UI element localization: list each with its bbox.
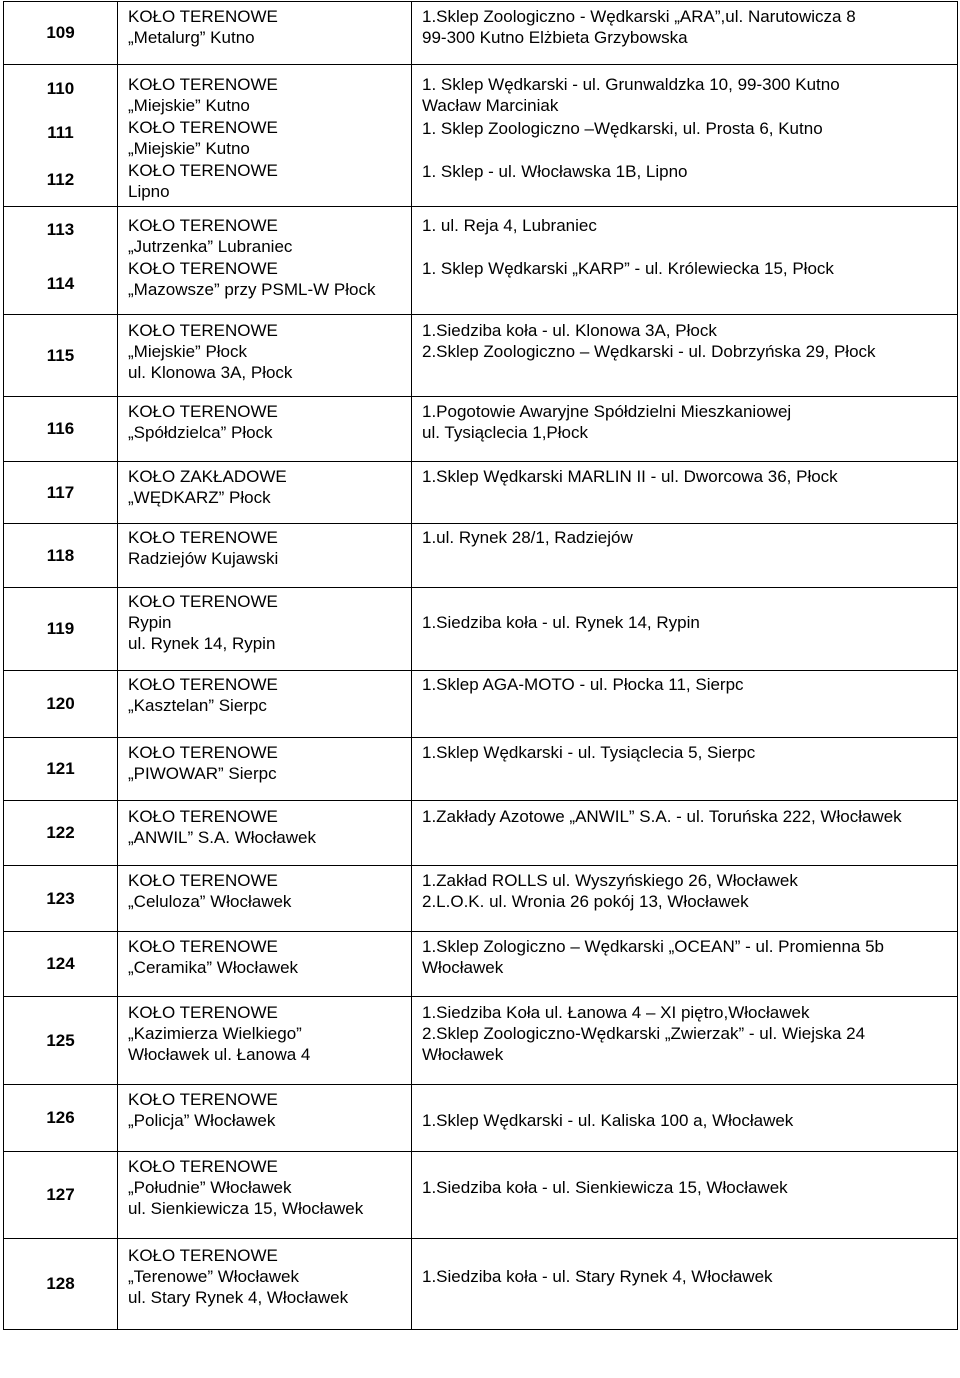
location-line: 1.Sklep Wędkarski - ul. Kaliska 100 a, Włocławek <box>422 1111 794 1130</box>
table-row <box>4 671 958 738</box>
club-name-cell <box>118 671 412 738</box>
row-number-cell <box>4 2 118 65</box>
row-number-cell <box>4 866 118 932</box>
club-name-cell <box>118 524 412 588</box>
club-name: Radziejów Kujawski <box>128 549 279 568</box>
table-row <box>4 2 958 65</box>
location-cell <box>412 315 958 397</box>
club-type: KOŁO TERENOWE <box>128 871 278 890</box>
club-name: „Ceramika” Włocławek <box>128 958 299 977</box>
location-line: 2.Sklep Zoologiczno-Wędkarski „Zwierzak” - ul. Wiejska 24 <box>422 1024 866 1043</box>
club-name-cell <box>118 588 412 671</box>
location-cell <box>412 1085 958 1152</box>
row-number: 121 <box>46 759 75 778</box>
location-line: 1.Sklep AGA-MOTO - ul. Płocka 11, Sierpc <box>422 675 744 694</box>
table-row <box>4 462 958 524</box>
location-cell <box>412 1152 958 1239</box>
club-name: Lipno <box>128 182 170 201</box>
club-name: ul. Rynek 14, Rypin <box>128 634 276 653</box>
row-number-cell <box>4 315 118 397</box>
row-number-cell <box>4 462 118 524</box>
row-number-cell <box>4 1239 118 1330</box>
table-row <box>4 801 958 866</box>
table-row <box>4 932 958 997</box>
row-number-cell <box>4 932 118 997</box>
club-name-cell <box>118 738 412 801</box>
location-cell <box>412 65 958 207</box>
club-name-cell <box>118 1152 412 1239</box>
row-number: 113 <box>46 220 75 239</box>
location-line: 1.Siedziba Koła ul. Łanowa 4 – XI piętro,Włocławek <box>422 1003 810 1022</box>
row-number-cell <box>4 65 118 207</box>
club-type: KOŁO TERENOWE <box>128 118 278 137</box>
row-number-cell <box>4 1152 118 1239</box>
club-type: KOŁO TERENOWE <box>128 937 278 956</box>
location-line: 1.Siedziba koła - ul. Rynek 14, Rypin <box>422 613 700 632</box>
location-line: 2.Sklep Zoologiczno – Wędkarski - ul. Dobrzyńska 29, Płock <box>422 342 876 361</box>
club-name: „Miejskie” Kutno <box>128 139 250 158</box>
row-number: 127 <box>46 1185 75 1204</box>
club-type: KOŁO TERENOWE <box>128 1246 278 1265</box>
club-type: KOŁO TERENOWE <box>128 161 278 180</box>
location-line: 1.Sklep Zoologiczno - Wędkarski „ARA”,ul. Narutowicza 8 <box>422 7 856 26</box>
table-row <box>4 866 958 932</box>
table-row <box>4 524 958 588</box>
row-number-cell <box>4 1085 118 1152</box>
row-number: 111 <box>47 122 74 142</box>
location-cell <box>412 207 958 315</box>
location-line: Wacław Marciniak <box>422 96 559 115</box>
location-line: 2.L.O.K. ul. Wronia 26 pokój 13, Włocławek <box>422 892 749 911</box>
location-cell <box>412 738 958 801</box>
location-line: 1.Sklep Zologiczno – Wędkarski „OCEAN” - ul. Promienna 5b <box>422 937 885 956</box>
table-row <box>4 1085 958 1152</box>
row-number: 116 <box>46 419 75 438</box>
table-row <box>4 738 958 801</box>
location-line: 1. ul. Reja 4, Lubraniec <box>422 216 597 235</box>
row-number: 124 <box>46 954 75 973</box>
club-list-table <box>3 1 958 1330</box>
club-type: KOŁO TERENOWE <box>128 807 278 826</box>
row-number: 112 <box>46 169 75 189</box>
club-type: KOŁO TERENOWE <box>128 1090 278 1109</box>
club-name: Włocławek ul. Łanowa 4 <box>128 1045 311 1064</box>
location-line: 1.Siedziba koła - ul. Stary Rynek 4, Włocławek <box>422 1267 773 1286</box>
row-number-cell <box>4 997 118 1085</box>
club-type: KOŁO TERENOWE <box>128 321 278 340</box>
row-number: 126 <box>46 1108 75 1127</box>
location-line: 99-300 Kutno Elżbieta Grzybowska <box>422 28 688 47</box>
location-cell <box>412 866 958 932</box>
club-type: KOŁO TERENOWE <box>128 743 278 762</box>
club-name-cell <box>118 207 412 315</box>
row-number-cell <box>4 801 118 866</box>
location-cell <box>412 2 958 65</box>
club-type: KOŁO TERENOWE <box>128 1003 278 1022</box>
location-cell <box>412 932 958 997</box>
row-number-cell <box>4 524 118 588</box>
location-line: 1. Sklep - ul. Włocławska 1B, Lipno <box>422 162 688 181</box>
table-row <box>4 1152 958 1239</box>
club-name: „Mazowsze” przy PSML-W Płock <box>128 280 376 299</box>
location-line: 1.Siedziba koła - ul. Klonowa 3A, Płock <box>422 321 717 340</box>
table-row <box>4 588 958 671</box>
table-row <box>4 207 958 315</box>
club-name: „Miejskie” Płock <box>128 342 248 361</box>
row-number-cell <box>4 397 118 462</box>
location-line: 1.Sklep Wędkarski MARLIN II - ul. Dworcowa 36, Płock <box>422 467 838 486</box>
row-number: 117 <box>46 482 75 502</box>
club-name: „Miejskie” Kutno <box>128 96 250 115</box>
club-name: ul. Sienkiewicza 15, Włocławek <box>128 1199 364 1218</box>
location-cell <box>412 671 958 738</box>
club-name-cell <box>118 65 412 207</box>
location-cell <box>412 462 958 524</box>
club-name: „Kazimierza Wielkiego” <box>128 1024 302 1043</box>
row-number: 118 <box>46 545 75 565</box>
club-name: „Południe” Włocławek <box>128 1178 292 1197</box>
club-name: „Jutrzenka” Lubraniec <box>128 237 293 256</box>
club-type: KOŁO TERENOWE <box>128 402 278 421</box>
club-type: KOŁO TERENOWE <box>128 259 278 278</box>
club-type: KOŁO TERENOWE <box>128 1157 278 1176</box>
club-name-cell <box>118 997 412 1085</box>
club-name: „Spółdzielca” Płock <box>128 423 273 442</box>
row-number: 119 <box>46 619 75 638</box>
table-row <box>4 65 958 207</box>
club-name-cell <box>118 1239 412 1330</box>
location-line: 1. Sklep Wędkarski - ul. Grunwaldzka 10, 99-300 Kutno <box>422 75 840 94</box>
row-number: 123 <box>46 888 75 908</box>
location-line: ul. Tysiąclecia 1,Płock <box>422 423 588 442</box>
location-cell <box>412 397 958 462</box>
club-name-cell <box>118 462 412 524</box>
club-name: „ANWIL” S.A. Włocławek <box>128 828 316 847</box>
club-name: „Celuloza” Włocławek <box>128 892 292 911</box>
table-row <box>4 315 958 397</box>
club-name: „Kasztelan” Sierpc <box>128 696 267 715</box>
location-line: 1. Sklep Wędkarski „KARP” - ul. Królewiecka 15, Płock <box>422 259 834 278</box>
location-line: 1.Sklep Wędkarski - ul. Tysiąclecia 5, Sierpc <box>422 743 756 762</box>
club-type: KOŁO TERENOWE <box>128 675 278 694</box>
club-name-cell <box>118 315 412 397</box>
row-number-cell <box>4 588 118 671</box>
club-type: KOŁO ZAKŁADOWE <box>128 467 287 486</box>
location-line: 1.ul. Rynek 28/1, Radziejów <box>422 528 633 547</box>
row-number: 109 <box>46 23 75 42</box>
row-number: 110 <box>46 78 75 98</box>
location-line: 1.Zakład ROLLS ul. Wyszyńskiego 26, Włocławek <box>422 871 798 890</box>
location-cell <box>412 801 958 866</box>
location-line: 1.Pogotowie Awaryjne Spółdzielni Mieszkaniowej <box>422 402 792 421</box>
club-type: KOŁO TERENOWE <box>128 528 278 547</box>
club-name: „Metalurg” Kutno <box>128 28 255 47</box>
table-row <box>4 997 958 1085</box>
table-row <box>4 1239 958 1330</box>
table-row <box>4 397 958 462</box>
club-name: „Policja” Włocławek <box>128 1111 276 1130</box>
club-name: „PIWOWAR” Sierpc <box>128 764 277 783</box>
location-line: 1.Zakłady Azotowe „ANWIL” S.A. - ul. Toruńska 222, Włocławek <box>422 807 902 826</box>
row-number: 128 <box>46 1274 75 1293</box>
row-number: 114 <box>46 273 75 293</box>
row-number: 120 <box>46 694 75 713</box>
club-name-cell <box>118 1085 412 1152</box>
club-name-cell <box>118 801 412 866</box>
club-name-cell <box>118 397 412 462</box>
club-name: „WĘDKARZ” Płock <box>128 488 271 507</box>
club-type: KOŁO TERENOWE <box>128 592 278 611</box>
row-number: 122 <box>46 823 75 842</box>
location-line: Włocławek <box>422 1045 504 1064</box>
row-number: 125 <box>46 1030 75 1050</box>
club-name: Rypin <box>128 613 172 632</box>
location-cell <box>412 588 958 671</box>
row-number: 115 <box>46 345 75 365</box>
club-type: KOŁO TERENOWE <box>128 216 278 235</box>
location-cell <box>412 997 958 1085</box>
row-number-cell <box>4 207 118 315</box>
club-type: KOŁO TERENOWE <box>128 75 278 94</box>
club-name-cell <box>118 866 412 932</box>
location-line: Włocławek <box>422 958 504 977</box>
location-cell <box>412 524 958 588</box>
row-number-cell <box>4 671 118 738</box>
club-name: ul. Klonowa 3A, Płock <box>128 363 293 382</box>
location-line: 1.Siedziba koła - ul. Sienkiewicza 15, Włocławek <box>422 1178 788 1197</box>
club-type: KOŁO TERENOWE <box>128 7 278 26</box>
club-name-cell <box>118 2 412 65</box>
location-cell <box>412 1239 958 1330</box>
club-name-cell <box>118 932 412 997</box>
row-number-cell <box>4 738 118 801</box>
location-line: 1. Sklep Zoologiczno –Wędkarski, ul. Prosta 6, Kutno <box>422 119 823 138</box>
club-name: ul. Stary Rynek 4, Włocławek <box>128 1288 349 1307</box>
club-name: „Terenowe” Włocławek <box>128 1267 299 1286</box>
